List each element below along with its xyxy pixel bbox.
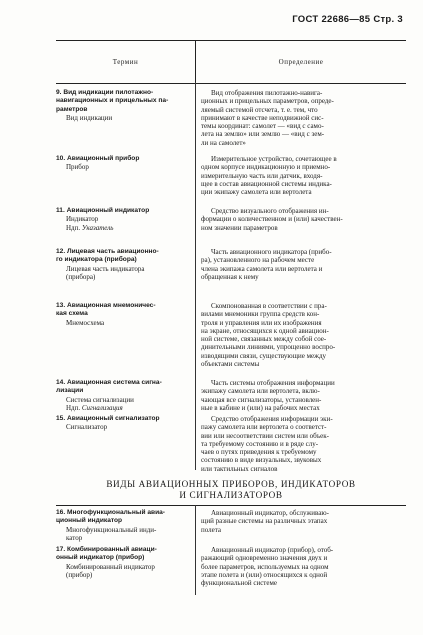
synonym-line: Комбинированный индикатор (66, 562, 155, 571)
definition-cell (201, 509, 406, 534)
definition-line: Средство отображения информации эки- (211, 415, 333, 423)
terms-table (56, 40, 406, 84)
synonym-line: Индикатор (66, 215, 99, 224)
definition-line: объектами системы (201, 360, 260, 369)
term-line: 12. Лицевая часть авиационно- (56, 248, 159, 255)
column-divider (195, 505, 196, 595)
definition-line: Авиационный индикатор, обслуживаю- (211, 509, 329, 517)
definition-line: Измерительное устройство, сочетающее в (211, 155, 337, 163)
definition-line: ные в кабине и (или) на рабочих местах (201, 403, 320, 412)
definition-line: более параметров, используемых на одном (201, 562, 329, 571)
term-cell (56, 415, 193, 432)
synonym-line: катор (66, 533, 83, 542)
page-header (292, 14, 403, 25)
definition-line: формации о количественном и (или) качествен- (201, 215, 343, 224)
definition-line: на экране, относящихся к одной авиацион- (201, 326, 329, 335)
definition-line: динительными линиями, упрощенно воспро- (201, 343, 336, 352)
definition-cell (201, 248, 406, 281)
section-title (56, 479, 406, 501)
definition-line: ражающий одновременно значения двух и (201, 554, 328, 563)
term-cell (56, 155, 193, 172)
definition-line: члена экипажа самолета или вертолета и (201, 264, 323, 273)
definition-line: одном корпусе индикационную и приемно- (201, 163, 331, 172)
synonym-line: Мнемосхема (66, 318, 105, 327)
definition-line: ли на самолет» (201, 138, 246, 147)
synonym-line: Ндп. Указатель (66, 223, 114, 232)
definition-line: ции экипажу самолета или вертолета (201, 188, 312, 197)
definition-line: измерительную часть или датчик, входя- (201, 171, 323, 180)
definition-line: вии или несоответствии систем или объек- (201, 431, 329, 440)
term-cell (56, 207, 193, 232)
term-line: 13. Авиационная мнемоничес- (56, 302, 156, 309)
synonym-line: (прибора) (66, 272, 96, 281)
definition-cell (201, 302, 406, 368)
definition-line: этапе полета и (или) относящихся к одной (201, 570, 328, 579)
definition-cell (201, 546, 406, 587)
term-line: кая схема (56, 310, 88, 318)
synonym-line: Сигнализатор (66, 423, 108, 432)
term-cell (56, 546, 193, 579)
definition-line: состоянию в виде визуальных, звуковых (201, 456, 322, 465)
standard-number: ГОСТ 22686—85 (292, 14, 371, 25)
term-cell (56, 248, 193, 281)
term-cell (56, 509, 193, 542)
definition-line: Средство визуального отображения ин- (211, 207, 329, 215)
section-title-line-1: ВИДЫ АВИАЦИОННЫХ ПРИБОРОВ, ИНДИКАТОРОВ (106, 479, 356, 489)
synonym-line: Прибор (66, 163, 89, 172)
term-cell (56, 379, 193, 412)
definition-line: изводящими связи, существующие между (201, 351, 327, 360)
term-line: раметров (56, 105, 88, 113)
definition-line: Часть системы отображения информации (211, 379, 335, 387)
definition-line: темы координат: самолет — «вид с само- (201, 122, 324, 131)
term-line: 16. Многофункциональный авиа- (56, 509, 165, 516)
term-line: 11. Авиационный индикатор (56, 207, 150, 214)
definition-line: щее в состав авиационной системы индика- (201, 179, 332, 188)
synonym-line: Вид индикации (66, 113, 113, 122)
page-number: Стр. 3 (373, 14, 403, 25)
term-line: лизации (56, 387, 84, 395)
definition-line: функциональной системе (201, 579, 278, 588)
term-line: 15. Авиационный сигнализатор (56, 415, 160, 422)
definition-line: щий разные системы на различных этапах (201, 517, 328, 526)
synonym-line: Лицевая часть индикатора (66, 264, 145, 273)
definition-line: Часть авиационного индикатора (прибо- (211, 248, 332, 256)
definition-line: Вид отображения пилотажно-навига- (211, 89, 323, 97)
term-line: го индикатора (прибора) (56, 256, 137, 264)
synonym-line: Ндп. Сигнализация (66, 403, 123, 412)
definition-line: экипажу самолета или вертолета, вклю- (201, 387, 320, 396)
definition-line: Скомпонованная в соответствии с пра- (211, 302, 327, 310)
definition-line: чающая все сигнализаторы, установлен- (201, 395, 322, 404)
synonym-line: (прибор) (66, 570, 93, 579)
definition-line: принимают в качестве неподвижной сис- (201, 113, 324, 122)
synonym-line: Система сигнализации (66, 395, 134, 404)
term-line: 10. Авиационный прибор (56, 155, 140, 162)
definition-line: или тактильных сигналов (201, 464, 278, 473)
definition-line: ной системе, связанных между собой сое- (201, 335, 327, 344)
term-line: 9. Вид индикации пилотажно- (56, 89, 154, 96)
definition-line: лета на землю» или землю — «вид с зем- (201, 130, 325, 139)
section-rule (56, 505, 406, 506)
term-line: онный индикатор (прибор) (56, 554, 145, 562)
term-cell (56, 302, 193, 327)
definition-line: ном значении параметров (201, 223, 278, 232)
column-header-definition: Определение (278, 58, 324, 66)
section-title-line-2: И СИГНАЛИЗАТОРОВ (179, 490, 283, 500)
definition-cell (201, 207, 406, 232)
definition-line: та требуемому состоянию и в ряде слу- (201, 439, 319, 448)
definition-line: чаев о путях приведения к требуемому (201, 448, 317, 457)
definition-line: ционных и прицельных параметров, опреде- (201, 97, 334, 106)
definition-line: пажу самолета или вертолета о соответст- (201, 423, 327, 432)
term-cell (56, 89, 193, 122)
column-divider (195, 82, 196, 470)
definition-line: ляемый системой отсчета, т. е. тем, что (201, 105, 318, 114)
definition-line: обращенная к нему (201, 272, 259, 281)
definition-cell (201, 89, 406, 147)
term-line: 17. Комбинированный авиаци- (56, 546, 157, 553)
definition-line: вилами мнемоники группа средств кон- (201, 310, 320, 319)
definition-cell (201, 379, 406, 412)
definition-line: полета (201, 525, 222, 534)
table-header (56, 41, 406, 84)
synonym-line: Многофункциональный инди- (66, 525, 157, 534)
definition-cell (201, 415, 406, 473)
term-line: навигационных и прицельных па- (56, 97, 169, 105)
term-line: ционный индикатор (56, 517, 123, 525)
term-line: 14. Авиационная система сигна- (56, 379, 162, 386)
definition-line: Авиационный индикатор (прибор), отоб- (211, 546, 334, 554)
definition-cell (201, 155, 406, 196)
column-header-term: Термин (56, 41, 196, 83)
definition-line: ра), установленного на рабочем месте (201, 256, 315, 265)
definition-line: троля и управления или их изображения (201, 318, 322, 327)
